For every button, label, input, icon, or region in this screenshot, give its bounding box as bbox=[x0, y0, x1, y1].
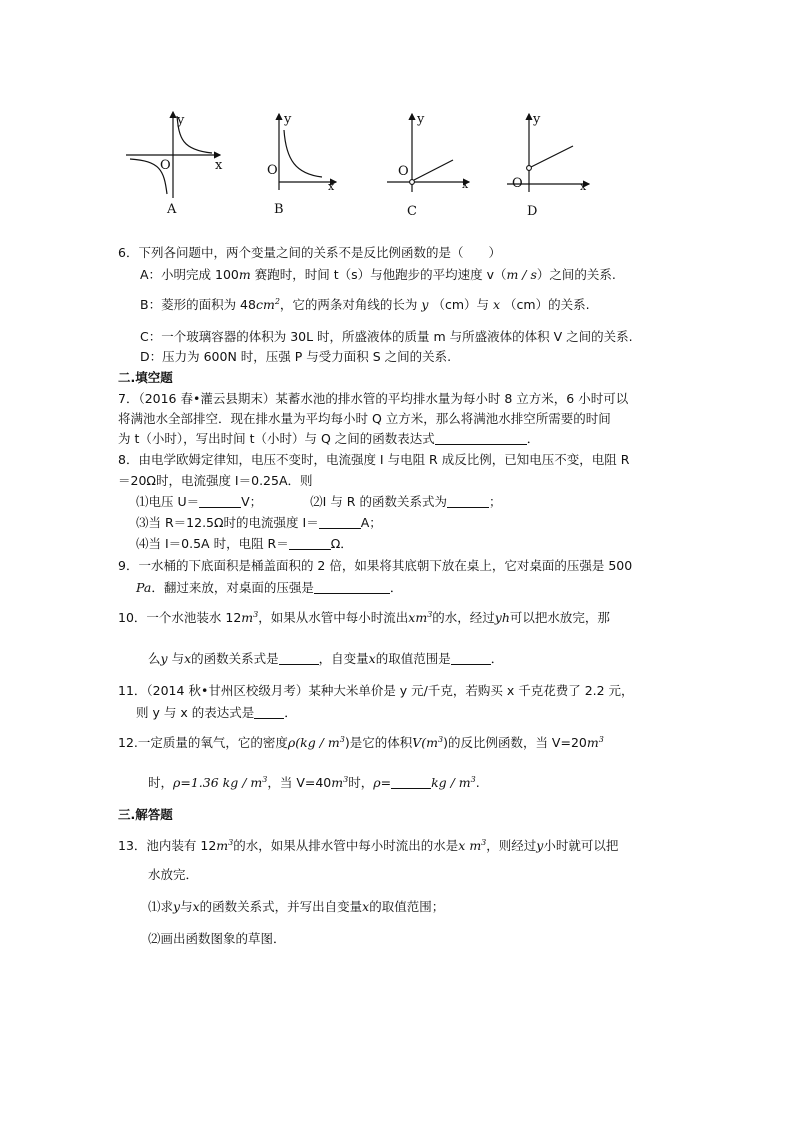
q6-b-mid: ，它的两条对角线的长为 bbox=[279, 297, 418, 312]
q12-exp6: 3 bbox=[470, 775, 476, 784]
q13-m: m bbox=[216, 838, 229, 853]
q10-y: y bbox=[160, 651, 168, 666]
q9-line1: 9．一水桶的下底面积是桶盖面积的 2 倍，如果将其底朝下放在桌上，它对桌面的压强是 500 bbox=[118, 558, 633, 573]
q7-line2: 将满池水全部排空．现在排水量为平均每小时 Q 立方米，那么将满池水排空所需要的时间 bbox=[118, 411, 611, 426]
q12-rho3: ρ bbox=[373, 775, 381, 790]
q8-p1-blank[interactable] bbox=[199, 494, 241, 508]
q8-p4-pre: ⑷当 I＝0.5A 时，电阻 R＝ bbox=[136, 536, 289, 551]
q12-l2-val: =1.36 kg / m bbox=[180, 775, 263, 790]
q12-blank[interactable] bbox=[391, 775, 431, 789]
q8-p3-post: A； bbox=[360, 515, 382, 530]
q13-p1-end: 的取值范围； bbox=[369, 899, 445, 914]
graph-a-caption: A bbox=[167, 202, 177, 217]
q13-m2: m bbox=[469, 838, 482, 853]
q13-part2: ⑵画出函数图象的草图． bbox=[148, 931, 286, 946]
q8-part1-2 bbox=[136, 493, 501, 511]
q8-p1-post: V； bbox=[241, 494, 263, 509]
q8-p2-pre: ⑵I 与 R 的函数关系式为 bbox=[310, 494, 447, 509]
q6-b-end: 的关系. bbox=[548, 297, 590, 312]
q13-p1-post: 的函数关系式，并写出自变量 bbox=[199, 899, 363, 914]
q6-a-speed-unit: m / s bbox=[506, 267, 537, 282]
q8-part3 bbox=[136, 514, 382, 532]
q8-p2-blank[interactable] bbox=[447, 494, 489, 508]
q9-line2-text: ．翻过来放，对桌面的压强是 bbox=[151, 580, 314, 595]
graph-a-x-label: x bbox=[215, 158, 223, 173]
q6-b-pre: B：菱形的面积为 48 bbox=[140, 297, 256, 312]
q12-rho: ρ bbox=[287, 735, 296, 750]
q7-line3-end: ． bbox=[526, 431, 540, 446]
graph-c-caption: C bbox=[407, 204, 417, 219]
q8-p1-pre: ⑴电压 U＝ bbox=[136, 494, 200, 509]
q8-p3-blank[interactable] bbox=[319, 515, 361, 529]
q7-line3 bbox=[118, 430, 539, 448]
q12-rho2: ρ bbox=[173, 775, 181, 790]
q12-l2-mid2: 时， bbox=[348, 775, 374, 790]
q12-l1-end: )的反比例函数，当 V=20 bbox=[443, 735, 587, 750]
q6-a-pre: A：小明完成 100 bbox=[140, 267, 239, 282]
q6-b-unit: cm bbox=[255, 297, 275, 312]
q6-b-exp: 2 bbox=[274, 297, 280, 306]
q13-line1 bbox=[118, 837, 618, 855]
q12-vm: (m bbox=[421, 735, 438, 750]
q6-option-c: C：一个玻璃容器的体积为 30L 时，所盛液体的质量 m 与所盛液体的体积 V 之间的关系. bbox=[140, 329, 633, 344]
q9-unit: Pa bbox=[136, 580, 152, 595]
section-fill-in: 二.填空题 bbox=[118, 370, 173, 385]
q11-blank[interactable] bbox=[254, 705, 284, 719]
q6-b-x: x bbox=[489, 297, 505, 312]
q8-p3-pre: ⑶当 R＝12.5Ω时的电流强度 I＝ bbox=[136, 515, 319, 530]
q12-V: V bbox=[412, 735, 422, 750]
q12-line1 bbox=[118, 734, 604, 752]
q10-line2 bbox=[148, 650, 503, 668]
q6-option-a bbox=[140, 266, 616, 284]
q12-l1-mid: )是它的体积 bbox=[344, 735, 413, 750]
graph-a-y-label: y bbox=[177, 113, 185, 128]
q12-l2-unit: kg / m bbox=[431, 775, 471, 790]
q6-a-unit: m bbox=[238, 267, 251, 282]
q6-b-xcm: （cm） bbox=[504, 297, 549, 312]
q12-exp4: 3 bbox=[262, 775, 268, 784]
q13-l1-mid: 的水，如果从排水管中每小时流出的水是 bbox=[233, 838, 459, 853]
q10-exp: 3 bbox=[253, 610, 259, 619]
q10-l1-mid2: 的水，经过 bbox=[432, 610, 495, 625]
q8-p4-post: Ω． bbox=[330, 536, 353, 551]
q8-line1: 8．由电学欧姆定律知，电压不变时，电流强度 I 与电阻 R 成反比例，已知电压不变，电阻 R bbox=[118, 452, 630, 467]
q10-blank2[interactable] bbox=[451, 651, 491, 665]
q13-p1-pre: ⑴求 bbox=[148, 899, 174, 914]
graph-c-y-label: y bbox=[417, 112, 425, 127]
q11-l2: 则 y 与 x 的表达式是 bbox=[136, 705, 255, 720]
q13-l1-mid2: ，则经过 bbox=[486, 838, 537, 853]
q10-l2-mid: 与 bbox=[171, 651, 185, 666]
graph-a bbox=[120, 108, 230, 203]
graph-b-x-label: x bbox=[328, 180, 335, 193]
q10-x: x bbox=[408, 610, 416, 625]
q10-l2-end: ． bbox=[490, 651, 504, 666]
q8-line2: ＝20Ω时，电流强度 I＝0.25A．则 bbox=[118, 473, 313, 488]
q12-m2: m bbox=[331, 775, 344, 790]
q13-y: y bbox=[536, 838, 544, 853]
q12-exp2: 3 bbox=[437, 735, 444, 744]
q12-l2-pre: 时， bbox=[148, 775, 174, 790]
q12-l2-eq: = bbox=[380, 775, 392, 790]
q11-line2 bbox=[136, 704, 297, 722]
q12-exp3: 3 bbox=[598, 735, 604, 744]
q10-l1-pre: 10．一个水池装水 12 bbox=[118, 610, 242, 625]
q13-p1-x2: x bbox=[362, 899, 370, 914]
q6-a-post: 赛跑时，时间 t（s）与他跑步的平均速度 v（ bbox=[250, 267, 507, 282]
q13-p1-x: x bbox=[192, 899, 200, 914]
graph-d-o-label: O bbox=[512, 176, 523, 191]
graph-d-y-label: y bbox=[533, 112, 541, 127]
graph-a-o-label: O bbox=[160, 158, 171, 173]
graph-c-o-label: O bbox=[398, 164, 409, 179]
q12-line2 bbox=[148, 774, 480, 792]
q10-line1 bbox=[118, 609, 610, 627]
q10-m: m bbox=[241, 610, 254, 625]
q10-blank1[interactable] bbox=[279, 651, 319, 665]
q10-l2-pre: 么 bbox=[148, 651, 161, 666]
q8-p4-blank[interactable] bbox=[289, 536, 331, 550]
q12-exp: 3 bbox=[339, 735, 345, 744]
q13-l1-pre: 13．池内装有 12 bbox=[118, 838, 217, 853]
q13-l1-end: 小时就可以把 bbox=[543, 838, 619, 853]
q10-l2-mid4: 的取值范围是 bbox=[375, 651, 451, 666]
q13-p1-y: y bbox=[173, 899, 181, 914]
q10-l1-end: 可以把水放完，那 bbox=[509, 610, 610, 625]
q11-l2-end: ． bbox=[284, 705, 297, 720]
q9-answer-blank[interactable] bbox=[314, 580, 390, 594]
q10-l2-mid2: 的函数关系式是 bbox=[191, 651, 279, 666]
q12-l2-mid: ，当 V=40 bbox=[267, 775, 332, 790]
q13-part1 bbox=[148, 898, 444, 916]
q6-b-ycm: （cm） bbox=[432, 297, 477, 312]
q10-l2-mid3: ，自变量 bbox=[318, 651, 369, 666]
q11-line1: 11．（2014 秋•甘州区校级月考）某种大米单价是 y 元/千克，若购买 x 千克花费了 2.2 元， bbox=[118, 683, 634, 698]
q12-l1-pre: 12.一定质量的氧气，它的密度 bbox=[118, 735, 288, 750]
section-answer: 三.解答题 bbox=[118, 807, 173, 822]
q9-line2 bbox=[136, 579, 402, 597]
graph-b-caption: B bbox=[274, 202, 284, 217]
q12-m: m bbox=[586, 735, 599, 750]
q13-exp2: 3 bbox=[481, 838, 487, 847]
q7-line3-text: 为 t（小时），写出时间 t（小时）与 Q 之间的函数表达式 bbox=[118, 431, 435, 446]
q10-yh: yh bbox=[494, 610, 510, 625]
q13-x: x bbox=[458, 838, 466, 853]
q8-part4 bbox=[136, 535, 353, 553]
q6-option-d: D：压力为 600N 时，压强 P 与受力面积 S 之间的关系. bbox=[140, 349, 452, 364]
q6-b-and: 与 bbox=[476, 297, 490, 312]
q6-stem: 6．下列各问题中，两个变量之间的关系不是反比例函数的是（ ） bbox=[118, 245, 501, 260]
q13-exp: 3 bbox=[228, 838, 234, 847]
q6-b-y: y bbox=[417, 297, 433, 312]
graph-b-o-label: O bbox=[267, 163, 278, 178]
graph-b-y-label: y bbox=[284, 112, 292, 127]
q10-l1-mid: ，如果从水管中每小时流出 bbox=[258, 610, 409, 625]
q13-line2: 水放完． bbox=[148, 867, 199, 882]
graph-c-x-label: x bbox=[462, 178, 469, 191]
q8-p2-post: ； bbox=[488, 494, 502, 509]
q12-exp5: 3 bbox=[343, 775, 349, 784]
q7-line1: 7．（2016 春•灌云县期末）某蓄水池的排水管的平均排水量为每小时 8 立方米，6 小时可以 bbox=[118, 391, 629, 406]
q13-p1-mid: 与 bbox=[180, 899, 193, 914]
graph-d-caption: D bbox=[527, 204, 538, 219]
q12-l2-end: . bbox=[475, 775, 480, 790]
q10-x2: x bbox=[184, 651, 192, 666]
q6-a-end: ）之间的关系. bbox=[536, 267, 616, 282]
q10-x3: x bbox=[368, 651, 376, 666]
q6-option-b bbox=[140, 296, 590, 314]
q10-exp2: 3 bbox=[427, 610, 433, 619]
q9-line2-end: ． bbox=[389, 580, 403, 595]
q7-answer-blank[interactable] bbox=[435, 431, 527, 445]
q12-kg: (kg / m bbox=[295, 735, 340, 750]
q10-m2: m bbox=[415, 610, 428, 625]
graph-d-x-label: x bbox=[580, 180, 587, 193]
